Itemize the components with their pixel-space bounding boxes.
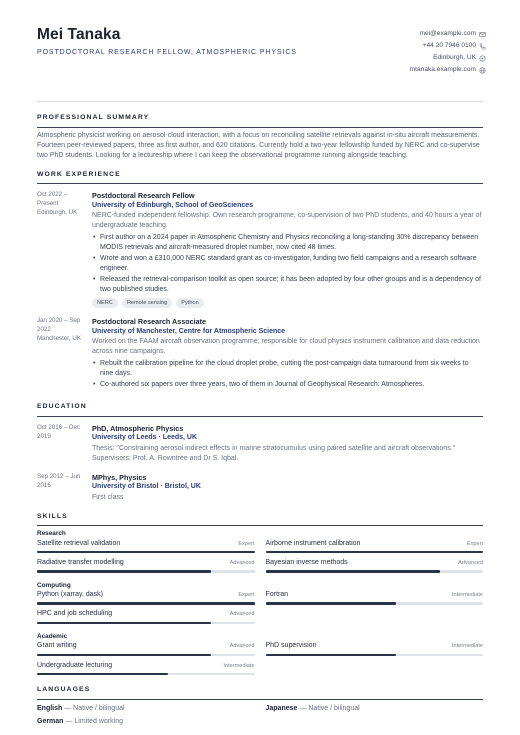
skill-bar-fill xyxy=(266,602,397,604)
candidate-headline: POSTDOCTORAL RESEARCH FELLOW, ATMOSPHERIC PHYSICS xyxy=(37,48,297,56)
work-bullet: • Co-authored six papers over three years, two of them in Journal of Geophysical Research: Atmospheres. xyxy=(92,380,483,390)
skill-name: PhD supervision xyxy=(265,642,317,650)
skill-item xyxy=(266,558,484,578)
skill-name: Bayesian inverse methods xyxy=(265,559,348,567)
work-dates: Jan 2020 – Sep 2022 xyxy=(37,317,81,334)
skill-item xyxy=(37,641,255,661)
skill-name: Satellite retrieval validation xyxy=(37,539,121,547)
skill-bar-fill xyxy=(37,551,255,553)
skill-level: Intermediate xyxy=(223,662,255,669)
education-org: University of Bristol · Bristol, UK xyxy=(92,483,201,491)
work-entry-body xyxy=(92,317,483,391)
contact-email-text[interactable]: mei@example.com xyxy=(419,29,476,37)
work-bullet: • Released the retrieval-comparison toolkit as open source; it has been adopted by four other groups and is a dependency of two published studies. xyxy=(92,275,483,295)
work-entry xyxy=(37,191,483,308)
summary-section xyxy=(37,114,483,161)
skill-grid xyxy=(37,590,483,629)
contact-website-text[interactable]: mtanaka.example.com xyxy=(409,66,476,74)
work-entry xyxy=(37,317,483,391)
skill-name: Grant writing xyxy=(37,642,77,650)
skill-grid xyxy=(37,539,483,578)
skill-bar-fill xyxy=(266,570,440,572)
education-degree: MPhys, Physics xyxy=(92,472,147,482)
work-dates: Oct 2022 – Present xyxy=(37,191,68,208)
skill-bar-fill xyxy=(266,654,397,656)
work-role: Postdoctoral Research Fellow xyxy=(92,191,195,201)
education-dates: Oct 2016 – Dec 2019 xyxy=(37,424,80,441)
education-entry xyxy=(37,424,483,464)
skill-tag: Python xyxy=(176,298,203,308)
skill-level: Intermediate xyxy=(451,643,483,650)
skill-bar-fill xyxy=(37,673,168,675)
contact-phone-text[interactable]: +44 20 7946 0100 xyxy=(422,42,476,49)
language-grid xyxy=(37,704,483,729)
skill-bar-fill xyxy=(37,654,211,656)
skill-item xyxy=(37,558,255,578)
skill-group-label: Academic xyxy=(37,632,68,640)
education-org: University of Leeds · Leeds, UK xyxy=(92,434,198,442)
work-entry-meta xyxy=(37,191,92,308)
contact-location xyxy=(410,52,486,64)
work-section xyxy=(37,171,483,392)
work-location: Edinburgh, UK xyxy=(37,209,78,217)
skill-name: Radiative transfer modelling xyxy=(37,559,124,567)
skill-bar xyxy=(37,673,255,675)
language-item xyxy=(37,704,255,717)
language-item xyxy=(266,704,484,717)
language-level: — Native / bilingual xyxy=(64,705,125,713)
skill-item xyxy=(37,590,255,610)
skill-group-label: Research xyxy=(37,530,66,538)
skill-level: Advanced xyxy=(229,560,255,567)
skill-item xyxy=(266,539,484,559)
skill-bar xyxy=(37,622,255,624)
language-name: German xyxy=(37,717,64,725)
language-item xyxy=(37,717,255,730)
skill-item xyxy=(37,661,255,681)
skill-name: Fortran xyxy=(265,590,289,598)
skill-item xyxy=(266,590,484,610)
work-tags xyxy=(92,298,483,308)
skill-bar xyxy=(37,602,255,604)
skills-title: SKILLS xyxy=(37,513,483,527)
skill-group-label: Computing xyxy=(37,581,71,589)
language-name: English xyxy=(37,705,63,713)
work-bullet: • First author on a 2024 paper in Atmospheric Chemistry and Physics reconciling a long-standing 30% discrepancy between MODIS retrievals and aircraft-measured droplet number, now cited 48 times. xyxy=(92,233,483,253)
phone-icon xyxy=(479,43,486,50)
work-bullets xyxy=(92,359,483,390)
resume-header xyxy=(37,27,483,87)
skill-bar-fill xyxy=(37,622,211,624)
skill-bar xyxy=(37,654,255,656)
skill-level: Advanced xyxy=(229,611,255,618)
language-name: Japanese xyxy=(265,705,298,713)
language-level: — Limited working xyxy=(65,717,123,725)
languages-title: LANGUAGES xyxy=(37,686,483,700)
education-entry-body xyxy=(92,473,483,503)
skill-bar xyxy=(37,570,255,572)
skill-item xyxy=(266,641,484,661)
skill-level: Advanced xyxy=(229,643,255,650)
skill-bar xyxy=(266,551,484,553)
globe-icon xyxy=(479,67,486,74)
summary-title: PROFESSIONAL SUMMARY xyxy=(37,114,483,128)
work-title: WORK EXPERIENCE xyxy=(37,171,483,185)
skill-level: Advanced xyxy=(458,560,483,567)
mail-icon xyxy=(479,31,486,38)
work-description: Worked on the FAAM aircraft observation programme; responsible for cloud physics instrument calibration and data reduction across nine campaigns. xyxy=(92,338,480,356)
skill-name: Python (xarray, dask) xyxy=(37,590,104,598)
contact-phone[interactable] xyxy=(410,40,486,52)
work-bullets xyxy=(92,233,483,295)
work-entry-body xyxy=(92,191,483,308)
work-description: NERC-funded independent fellowship. Own research programme, co-supervision of two PhD students, and 40 hours a year of undergraduate teaching. xyxy=(92,212,482,230)
skill-name: Undergraduate lecturing xyxy=(37,661,113,669)
education-degree: PhD, Atmospheric Physics xyxy=(92,424,184,434)
skill-bar-fill xyxy=(37,570,211,572)
skill-level: Expert xyxy=(238,591,255,598)
work-location: Manchester, UK xyxy=(37,335,82,343)
contact-location-text: Edinburgh, UK xyxy=(433,54,476,62)
skill-tag: Remote sensing xyxy=(122,298,172,308)
work-bullet: • Wrote and won a £310,000 NERC standard grant as co-investigator, funding two field campaigns and a research software engineer. xyxy=(92,254,483,274)
work-entry-meta xyxy=(37,317,92,391)
education-entry-body xyxy=(92,424,483,464)
contact-list xyxy=(410,28,486,77)
location-icon xyxy=(479,55,486,62)
education-description: First class xyxy=(92,493,124,501)
education-entry xyxy=(37,473,483,503)
skill-bar-fill xyxy=(266,551,484,553)
skill-bar xyxy=(266,654,484,656)
summary-text: Atmospheric physicist working on aerosol-cloud interaction, with a focus on reconciling satellite retrievals against in-situ aircraft measurements. Fourteen peer-reviewed papers, three as first author, and 620 citations. Currently hold a two-year fellowship funded by NERC and co-supervise two PhD students. Looking for a lectureship where I can keep the observational programme running alongside teaching. xyxy=(37,131,480,159)
languages-section xyxy=(37,686,483,729)
skill-bar xyxy=(266,602,484,604)
skill-level: Expert xyxy=(238,540,255,547)
skill-item xyxy=(37,539,255,559)
skill-name: HPC and job scheduling xyxy=(37,610,113,618)
education-title: EDUCATION xyxy=(37,403,483,417)
language-level: — Native / bilingual xyxy=(299,705,360,713)
skill-tag: NERC xyxy=(92,298,118,308)
skill-name: Airborne instrument calibration xyxy=(265,539,361,547)
education-dates: Sep 2012 – Jun 2016 xyxy=(37,472,81,489)
work-bullet: • Rebuilt the calibration pipeline for the cloud droplet probe, cutting the post-campaign data turnaround from six weeks to nine days. xyxy=(92,359,483,379)
skill-grid xyxy=(37,641,483,680)
education-section xyxy=(37,403,483,502)
contact-website[interactable] xyxy=(410,65,486,77)
work-org: University of Edinburgh, School of GeoSciences xyxy=(92,201,254,209)
skill-bar xyxy=(37,551,255,553)
candidate-name: Mei Tanaka xyxy=(37,26,121,43)
skill-item xyxy=(37,609,255,629)
work-role: Postdoctoral Research Associate xyxy=(92,317,206,327)
skill-level: Intermediate xyxy=(451,591,483,598)
header-divider xyxy=(37,101,483,102)
skills-section xyxy=(37,513,483,681)
work-org: University of Manchester, Centre for Atmospheric Science xyxy=(92,327,286,335)
education-description: Thesis: "Constraining aerosol indirect effects in marine stratocumulus using paired satellite and aircraft observations." Supervisors: Prof. A. Rowntree and Dr S. Iqbal. xyxy=(92,444,456,462)
skill-bar-fill xyxy=(37,602,255,604)
skill-level: Expert xyxy=(466,540,483,547)
contact-email[interactable] xyxy=(410,28,486,40)
skill-bar xyxy=(266,570,484,572)
